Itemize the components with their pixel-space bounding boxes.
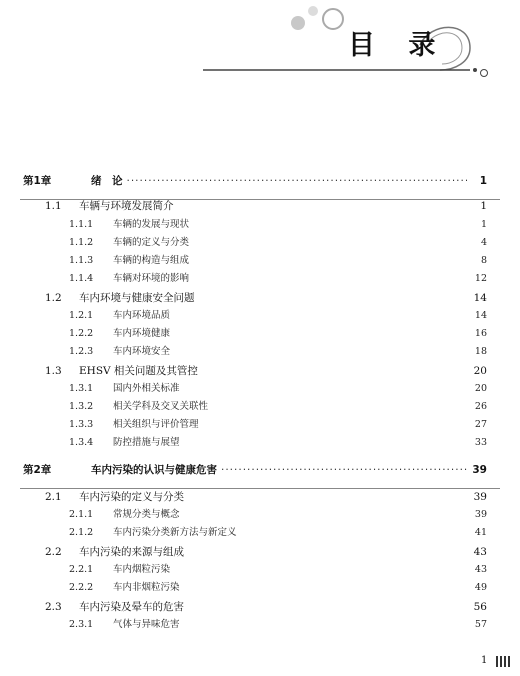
toc-chapter-row[interactable] — [23, 462, 487, 478]
toc-entry-page: 43 — [474, 564, 487, 575]
toc-subsection-row[interactable] — [69, 417, 487, 433]
toc-chapter-row[interactable] — [23, 173, 487, 189]
toc-entry-number: 1.3 — [45, 365, 62, 377]
toc-section-row[interactable] — [45, 198, 487, 214]
decor-dot — [473, 68, 477, 72]
toc-subsection-row[interactable] — [69, 253, 487, 269]
toc-entry-number: 第1章 — [23, 175, 52, 187]
decor-circle — [291, 16, 305, 30]
toc-entry-page: 33 — [474, 437, 487, 448]
toc-entry-page: 57 — [474, 619, 487, 630]
toc-entry-title: 相关学科及交叉关联性 — [113, 401, 209, 412]
page-header — [0, 0, 520, 90]
toc-entry-title: 车内污染的认识与健康危害 — [91, 464, 217, 476]
toc-entry-page: 1 — [480, 219, 487, 230]
toc-entry-number: 1.3.1 — [69, 383, 94, 394]
toc-entry-title: 车内污染的来源与组成 — [79, 546, 184, 558]
toc-entry-page: 20 — [474, 383, 487, 394]
toc-entry-page: 14 — [474, 310, 487, 321]
toc-entry-page: 1 — [479, 175, 487, 187]
toc-entry-number: 1.3.2 — [69, 401, 94, 412]
toc-entry-title: 车内非烟粒污染 — [113, 582, 180, 593]
toc-entry-page: 41 — [474, 527, 487, 538]
toc-section-row[interactable] — [45, 290, 487, 306]
toc-entry-page: 39 — [473, 491, 487, 503]
toc-entry-title: 车内环境品质 — [113, 310, 171, 321]
toc-entry-title: 气体与异味危害 — [113, 619, 180, 630]
decor-ring — [323, 9, 343, 29]
toc-entry-number: 1.1.1 — [69, 219, 94, 230]
toc-section-row[interactable] — [45, 599, 487, 615]
toc-subsection-row[interactable] — [69, 381, 487, 397]
toc-entry-number: 1.3.3 — [69, 419, 94, 430]
toc-entry-title: 车内污染分类新方法与新定义 — [113, 527, 237, 538]
toc-entry-title: 常规分类与概念 — [113, 509, 180, 520]
toc-entry-title: 车内烟粒污染 — [113, 564, 171, 575]
toc-entry-page: 14 — [473, 292, 487, 304]
toc-entry-page: 43 — [473, 546, 487, 558]
toc-entry-title: 车内污染及晕车的危害 — [79, 601, 184, 613]
toc-entry-number: 2.2 — [45, 546, 62, 558]
toc-entry-page: 27 — [474, 419, 487, 430]
toc-entry-title: 绪 论 — [91, 175, 123, 187]
toc-entry-page: 1 — [480, 200, 487, 212]
toc-section-row[interactable] — [45, 489, 487, 505]
toc-entry-number: 2.1 — [45, 491, 62, 503]
toc-entry-number: 1.2 — [45, 292, 62, 304]
toc-entry-number: 2.2.1 — [69, 564, 94, 575]
toc-entry-number: 1.2.2 — [69, 328, 94, 339]
toc-entry-title: 车辆的构造与组成 — [113, 255, 190, 266]
toc-subsection-row[interactable] — [69, 435, 487, 451]
toc-section-row[interactable] — [45, 363, 487, 379]
toc-entry-number: 2.3.1 — [69, 619, 94, 630]
toc-subsection-row[interactable] — [69, 271, 487, 287]
toc-subsection-row[interactable] — [69, 399, 487, 415]
toc-subsection-row[interactable] — [69, 235, 487, 251]
toc-entry-number: 2.2.2 — [69, 582, 94, 593]
toc-entry-page: 49 — [474, 582, 487, 593]
toc-entry-number: 1.1.4 — [69, 273, 94, 284]
toc-section-row[interactable] — [45, 544, 487, 560]
toc-entry-title: 车内污染的定义与分类 — [79, 491, 184, 503]
toc-entry-number: 2.3 — [45, 601, 62, 613]
toc-subsection-row[interactable] — [69, 217, 487, 233]
toc-subsection-row[interactable] — [69, 308, 487, 324]
toc-entry-page: 4 — [480, 237, 487, 248]
toc-entry-title: 车内环境健康 — [113, 328, 171, 339]
toc-entry-page: 39 — [472, 464, 487, 476]
page-title: 目 录 — [348, 30, 448, 61]
toc-entry-number: 1.3.4 — [69, 437, 94, 448]
toc-entry-title: 车辆与环境发展简介 — [79, 200, 174, 212]
toc-leader-dots — [221, 462, 467, 478]
toc-entry-title: 车内环境安全 — [113, 346, 171, 357]
toc-entry-page: 39 — [474, 509, 487, 520]
toc-entry-title: 国内外相关标准 — [113, 383, 180, 394]
toc-entry-page: 26 — [474, 401, 487, 412]
page-marker-bars — [496, 656, 510, 667]
toc-entry-number: 第2章 — [23, 464, 52, 476]
toc-entry-title: 车内环境与健康安全问题 — [79, 292, 195, 304]
toc-subsection-row[interactable] — [69, 525, 487, 541]
chapter-divider — [20, 199, 500, 200]
toc-entry-page: 20 — [473, 365, 487, 377]
toc-entry-title: EHSV 相关问题及其管控 — [79, 365, 198, 377]
toc-subsection-row[interactable] — [69, 562, 487, 578]
toc-entry-title: 防控措施与展望 — [113, 437, 180, 448]
page-number: 1 — [481, 655, 488, 666]
toc-subsection-row[interactable] — [69, 617, 487, 633]
toc-subsection-row[interactable] — [69, 507, 487, 523]
toc-entry-number: 1.1 — [45, 200, 62, 212]
toc-entry-page: 56 — [473, 601, 487, 613]
toc-entry-number: 1.2.3 — [69, 346, 94, 357]
toc-entry-title: 车辆对环境的影响 — [113, 273, 190, 284]
toc-entry-number: 1.1.2 — [69, 237, 94, 248]
toc-subsection-row[interactable] — [69, 344, 487, 360]
toc-entry-page: 18 — [474, 346, 487, 357]
chapter-divider — [20, 488, 500, 489]
toc-entry-number: 1.2.1 — [69, 310, 94, 321]
toc-entry-page: 8 — [480, 255, 487, 266]
toc-subsection-row[interactable] — [69, 326, 487, 342]
toc-entry-page: 12 — [474, 273, 487, 284]
toc-entry-number: 2.1.1 — [69, 509, 94, 520]
toc-entry-title: 相关组织与评价管理 — [113, 419, 199, 430]
toc-entry-page: 16 — [474, 328, 487, 339]
toc-leader-dots — [127, 173, 468, 189]
toc-entry-number: 1.1.3 — [69, 255, 94, 266]
toc-entry-title: 车辆的发展与现状 — [113, 219, 190, 230]
toc-entry-title: 车辆的定义与分类 — [113, 237, 190, 248]
decor-ring-small — [481, 70, 488, 77]
decor-circle — [308, 6, 318, 16]
toc-entry-number: 2.1.2 — [69, 527, 94, 538]
toc-subsection-row[interactable] — [69, 580, 487, 596]
